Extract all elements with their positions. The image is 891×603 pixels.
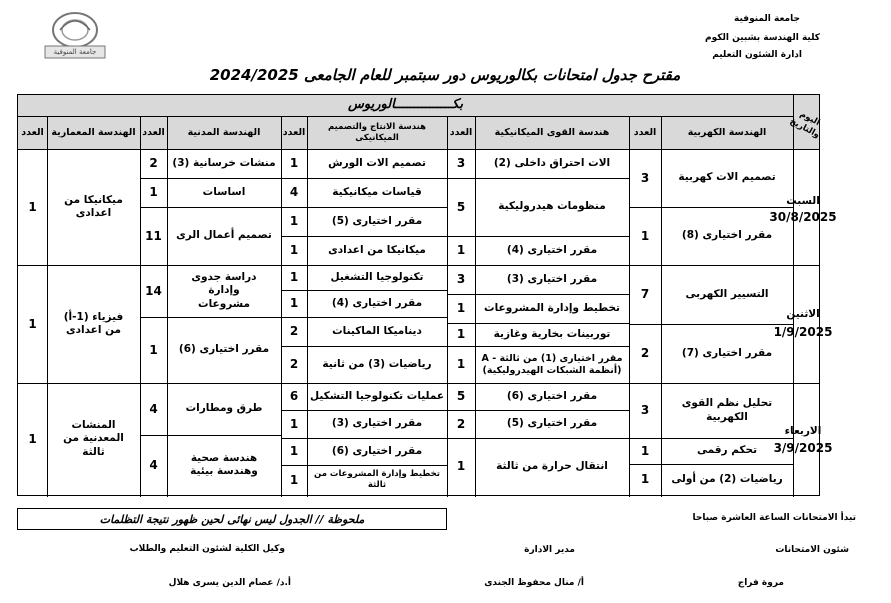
logo-text: جامعة المنوفية	[53, 48, 97, 56]
civil-subject: طرق ومطارات	[185, 402, 263, 415]
mech-count: 1	[456, 243, 466, 257]
prod-subject: مقرر اختيارى (3)	[331, 417, 423, 430]
civil-count: 1	[149, 342, 158, 357]
mech-count: 3	[456, 272, 466, 286]
civil-subject: مقرر اختيارى (6)	[178, 343, 270, 356]
faculty-name: كلية الهندسة بشبين الكوم	[705, 33, 820, 43]
arch-subject: المنشات المعدنية من ثالثة	[63, 419, 124, 458]
exam-start-time: تبدأ الامتحانات الساعة العاشرة صباحا	[692, 513, 856, 523]
elec-count-header: العدد	[633, 126, 657, 138]
elec-subject: تصميم الات كهربية	[678, 171, 776, 184]
elec-subject: تحليل نظم القوى الكهربية	[681, 397, 773, 423]
prod-subject: رياضيات (3) من ثانية	[322, 357, 432, 370]
elec-header: الهندسة الكهربية	[687, 126, 767, 138]
prod-count: 1	[289, 444, 299, 458]
mech-count: 1	[456, 327, 466, 341]
elec-count: 1	[640, 443, 650, 458]
day1-label: السبت	[786, 195, 820, 208]
prod-count: 1	[289, 416, 299, 431]
prod-subject: عمليات تكنولوجيا التشكيل	[309, 389, 445, 402]
mech-subject: مقرر اختيارى (5)	[506, 417, 598, 430]
civil-count: 11	[145, 228, 162, 243]
civil-subject: اساسات	[202, 185, 246, 198]
mech-count: 2	[456, 416, 466, 431]
prod-count: 1	[289, 472, 299, 487]
prod-subject: تصميم الات الورش	[328, 156, 426, 169]
mech-count: 1	[456, 459, 466, 473]
day2-date: 1/9/2025	[773, 324, 833, 339]
mech-count-header: العدد	[449, 126, 473, 138]
university-name: جامعة المنوفية	[734, 14, 800, 24]
prod-count: 6	[289, 389, 299, 403]
prod-subject: قياسات ميكانيكية	[332, 185, 422, 198]
day2-label: الاثنين	[786, 308, 820, 321]
prod-count: 1	[289, 156, 299, 170]
elec-count: 7	[640, 287, 650, 301]
mech-subject: الات احتراق داخلى (2)	[493, 156, 611, 169]
page-title: مقترح جدول امتحانات بكالوريوس دور سبتمبر للعام الجامعى 2024/2025	[209, 66, 681, 84]
prod-count: 1	[289, 214, 299, 228]
prod-header: هندسة الانتاج والتصميم الميكانيكى	[328, 121, 426, 143]
civil-count: 4	[149, 401, 158, 416]
civil-count: 2	[149, 156, 158, 170]
department-name: ادارة الشئون التعليم	[712, 50, 802, 60]
arch-count-header: العدد	[21, 126, 44, 138]
exams-affairs-name: مروة فراج	[737, 578, 784, 588]
civil-count: 14	[145, 283, 162, 298]
mech-subject: مقرر اختيارى (6)	[506, 389, 598, 402]
schedule-note: ملحوظة // الجدول ليس نهائى لحين ظهور نتيجة التظلمات	[17, 508, 447, 530]
prod-count: 1	[289, 270, 299, 284]
vice-dean-role: وكيل الكلية لشئون التعليم والطلاب	[129, 544, 285, 554]
admin-director-name: أ/ منال محفوظ الجندى	[484, 578, 584, 588]
prod-subject: مقرر اختيارى (5)	[331, 214, 423, 227]
arch-header: الهندسة المعمارية	[51, 126, 136, 138]
mech-header: هندسة القوى الميكانيكية	[494, 126, 610, 138]
elec-subject: مقرر اختيارى (8)	[681, 229, 773, 242]
prod-subject: مقرر اختيارى (4)	[331, 296, 423, 309]
elec-count: 3	[640, 170, 650, 185]
admin-director-role: مدير الادارة	[524, 545, 575, 555]
elec-subject: التسيير الكهربى	[685, 287, 769, 300]
elec-subject: مقرر اختيارى (7)	[681, 346, 773, 359]
prod-subject: تكنولوجيا التشغيل	[330, 270, 424, 283]
prod-subject: مقرر اختيارى (6)	[331, 444, 423, 457]
mech-count: 1	[456, 301, 466, 315]
civil-subject: دراسة جدوى وإدارة مشروعات	[191, 271, 257, 310]
mech-count: 5	[456, 389, 466, 403]
prod-subject: ديناميكا الماكينات	[332, 324, 422, 337]
mech-subject: انتقال حرارة من ثالثة	[496, 459, 608, 472]
prod-count: 2	[289, 324, 299, 338]
civil-count: 4	[149, 457, 158, 472]
elec-count: 1	[640, 228, 650, 243]
day3-date: 3/9/2025	[773, 440, 833, 455]
degree-band: بكـــــــــــــــالوريوس	[347, 97, 464, 113]
day3-label: الاربعاء	[784, 425, 822, 438]
elec-count: 3	[640, 403, 650, 417]
mech-count: 3	[456, 156, 466, 170]
civil-subject: منشات خرسانية (3)	[172, 156, 276, 169]
mech-subject	[475, 346, 629, 383]
arch-subject: فيزياء (1-أ) من اعدادى	[63, 310, 124, 336]
elec-count: 2	[640, 346, 650, 360]
day-date-header: اليوم والتاريخ	[788, 109, 822, 141]
mech-count: 1	[456, 357, 466, 371]
prod-count-header: العدد	[282, 126, 306, 138]
civil-header: الهندسة المدنية	[187, 126, 261, 138]
civil-count: 1	[149, 185, 158, 199]
exams-affairs-role: شئون الامتحانات	[775, 545, 849, 555]
prod-subject: تخطيط وإدارة المشروعات من ثالثة	[314, 469, 440, 490]
mech-subject: مقرر اختيارى (3)	[506, 272, 598, 285]
mech-subject: توربينات بخارية وغازية	[493, 327, 611, 340]
arch-subject: ميكانيكا من اعدادى	[64, 193, 123, 219]
elec-subject: تحكم رقمى	[696, 444, 758, 457]
elec-count: 1	[640, 472, 650, 486]
prod-count: 4	[289, 185, 299, 199]
university-logo	[40, 10, 110, 60]
exam-schedule-table	[17, 94, 837, 496]
mech-count: 5	[456, 199, 466, 214]
vice-dean-name: أ.د/ عصام الدين يسرى هلال	[168, 578, 291, 588]
prod-count: 1	[289, 243, 299, 257]
mech-subject: تخطيط وإدارة المشروعات	[484, 301, 620, 314]
civil-subject: هندسة صحية وهندسة بيئية	[190, 451, 258, 477]
elec-subject: رياضيات (2) من أولى	[671, 472, 783, 485]
day1-date: 30/8/2025	[769, 209, 837, 224]
arch-count: 1	[28, 316, 37, 331]
prod-subject: ميكانيكا من اعدادى	[328, 243, 426, 256]
arch-count: 1	[28, 199, 37, 214]
mech-subject-line2: (أنظمة الشبكات الهيدروليكية)	[482, 364, 622, 376]
arch-count: 1	[28, 431, 37, 446]
mech-subject: منظومات هيدروليكية	[498, 200, 606, 213]
mech-subject: مقرر اختيارى (4)	[506, 243, 598, 256]
prod-count: 1	[289, 296, 299, 310]
civil-count-header: العدد	[142, 126, 165, 138]
mech-subject-line1: مقرر اختيارى (1) من ثالثة - A	[481, 352, 623, 364]
prod-count: 2	[289, 357, 299, 371]
civil-subject: تصميم أعمال الرى	[176, 229, 272, 242]
